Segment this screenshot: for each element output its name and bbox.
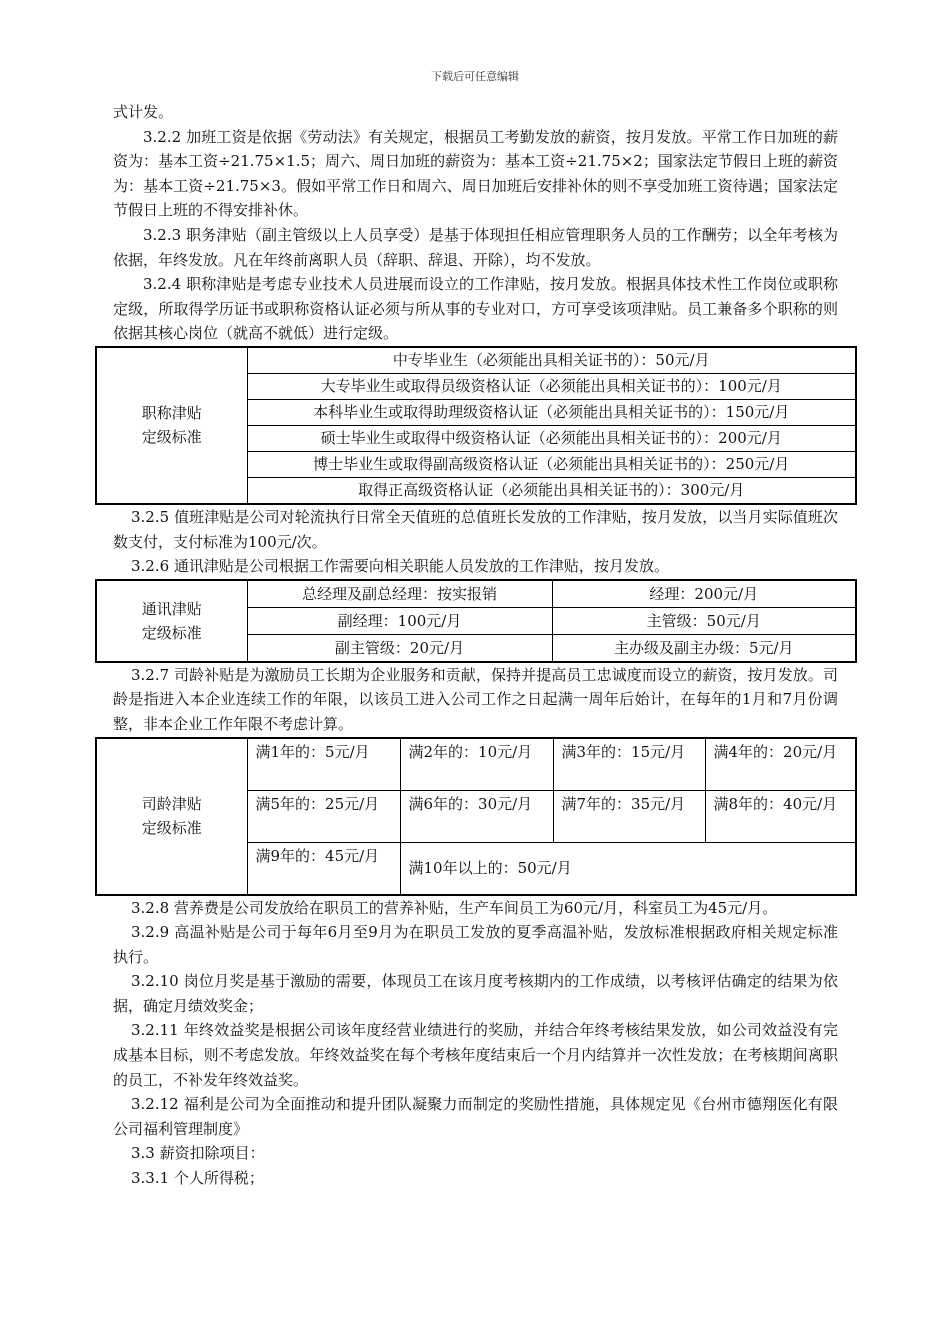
table-cell: 副主管级：20元/月 <box>247 634 552 662</box>
paragraph-3-2-7: 3.2.7 司龄补贴是为激励员工长期为企业服务和贡献，保持并提高员工忠诚度而设立的薪资，按月发放。司龄是指进入本企业连续工作的年限，以该员工进入公司工作之日起满一周年后始计，在每年的1月和7月份调整，非本企业工作年限不考虑计算。 <box>113 665 838 733</box>
table-cell: 满9年的：45元/月 <box>247 842 400 895</box>
table-cell: 满10年以上的：50元/月 <box>400 842 856 895</box>
paragraph-3-2-8: 3.2.8 营养费是公司发放给在职员工的营养补贴，生产车间员工为60元/月，科室员工为45元/月。 <box>131 898 778 917</box>
table-label-line: 定级标准 <box>141 428 202 447</box>
table-cell: 满3年的：15元/月 <box>553 738 705 791</box>
paragraph-3-2-5: 3.2.5 值班津贴是公司对轮流执行日常全天值班的总值班长发放的工作津贴，按月发放，以当月实际值班次数支付，支付标准为100元/次。 <box>113 507 838 551</box>
table-cell: 本科毕业生或取得助理级资格认证（必须能出具相关证书的）：150元/月 <box>247 399 856 425</box>
table-cell: 副经理：100元/月 <box>247 607 552 634</box>
table-cell: 中专毕业生（必须能出具相关证书的）：50元/月 <box>247 347 856 374</box>
title-allowance-label <box>96 347 247 504</box>
seniority-allowance-label <box>96 738 247 895</box>
table-label-line: 通讯津贴 <box>141 599 202 618</box>
table-cell: 满5年的：25元/月 <box>247 790 400 842</box>
table-cell: 满1年的：5元/月 <box>247 738 400 791</box>
communication-allowance-table <box>95 579 857 663</box>
table-cell: 经理：200元/月 <box>552 580 856 608</box>
table-label-line: 司龄津贴 <box>141 795 202 813</box>
paragraph-3-2-9: 3.2.9 高温补贴是公司于每年6月至9月为在职员工发放的夏季高温补贴，发放标准根据政府相关规定标准执行。 <box>113 923 838 966</box>
table-label-line: 定级标准 <box>141 623 202 642</box>
table-label-line: 职称津贴 <box>141 404 202 423</box>
table-label-line: 定级标准 <box>141 819 202 837</box>
paragraph-3-2-4: 3.2.4 职称津贴是考虑专业技术人员进展而设立的工作津贴，按月发放。根据具体技术性工作岗位或职称定级，所取得学历证书或职称资格认证必须与所从事的专业对口，方可享受该项津贴。员工兼备多个职称的则依据其核心岗位（就高不就低）进行定级。 <box>113 275 838 343</box>
table-cell: 满4年的：20元/月 <box>705 738 856 791</box>
table-cell: 满6年的：30元/月 <box>400 790 553 842</box>
table-cell: 主办级及副主办级：5元/月 <box>552 634 856 662</box>
paragraph-3-2-6: 3.2.6 通讯津贴是公司根据工作需要向相关职能人员发放的工作津贴，按月发放。 <box>131 557 669 576</box>
table-cell: 硕士毕业生或取得中级资格认证（必须能出具相关证书的）：200元/月 <box>247 425 856 451</box>
table-cell: 满7年的：35元/月 <box>553 790 705 842</box>
document-body <box>113 100 838 1191</box>
communication-allowance-label <box>96 580 247 662</box>
table-cell: 主管级：50元/月 <box>552 607 856 634</box>
table-cell: 满2年的：10元/月 <box>400 738 553 791</box>
seniority-allowance-table <box>95 737 857 896</box>
table-cell: 取得正高级资格认证（必须能出具相关证书的）：300元/月 <box>247 477 856 504</box>
paragraph-3-2-2: 3.2.2 加班工资是依据《劳动法》有关规定，根据员工考勤发放的薪资，按月发放。平常工作日加班的薪资为：基本工资÷21.75×1.5；周六、周日加班的薪资为：基本工资÷21.75×2；国家法定节假日上班的薪资为：基本工资÷21.75×3。假如平常工作日和周六、周日加班后安排补休的则不享受加班工资待遇；国家法定节假日上班的不得安排补休。 <box>113 127 838 220</box>
paragraph-3-2-12: 3.2.12 福利是公司为全面推动和提升团队凝聚力而制定的奖励性措施，具体规定见《台州市德翔医化有限公司福利管理制度》 <box>113 1095 838 1138</box>
table-cell: 总经理及副总经理：按实报销 <box>247 580 552 608</box>
page-header: 下载后可任意编辑 <box>431 70 519 83</box>
table-cell: 大专毕业生或取得员级资格认证（必须能出具相关证书的）：100元/月 <box>247 373 856 399</box>
table-cell: 博士毕业生或取得副高级资格认证（必须能出具相关证书的）：250元/月 <box>247 451 856 477</box>
paragraph-3-2-3: 3.2.3 职务津贴（副主管级以上人员享受）是基于体现担任相应管理职务人员的工作酬劳；以全年考核为依据，年终发放。凡在年终前离职人员（辞职、辞退、开除），均不发放。 <box>113 225 838 269</box>
table-cell: 满8年的：40元/月 <box>705 790 856 842</box>
paragraph-3-2-11: 3.2.11 年终效益奖是根据公司该年度经营业绩进行的奖励，并结合年终考核结果发放，如公司效益没有完成基本目标，则不考虑发放。年终效益奖在每个考核年度结束后一个月内结算并一次性发放；在考核期间离职的员工，不补发年终效益奖。 <box>113 1021 838 1089</box>
paragraph-3-3: 3.3 薪资扣除项目： <box>131 1144 265 1163</box>
paragraph-3-3-1: 3.3.1 个人所得税； <box>131 1169 264 1188</box>
title-allowance-table <box>95 346 857 505</box>
paragraph-3-2-10: 3.2.10 岗位月奖是基于激励的需要，体现员工在该月度考核期内的工作成绩，以考核评估确定的结果为依据，确定月绩效奖金； <box>113 972 838 1015</box>
paragraph: 式计发。 <box>113 103 174 121</box>
